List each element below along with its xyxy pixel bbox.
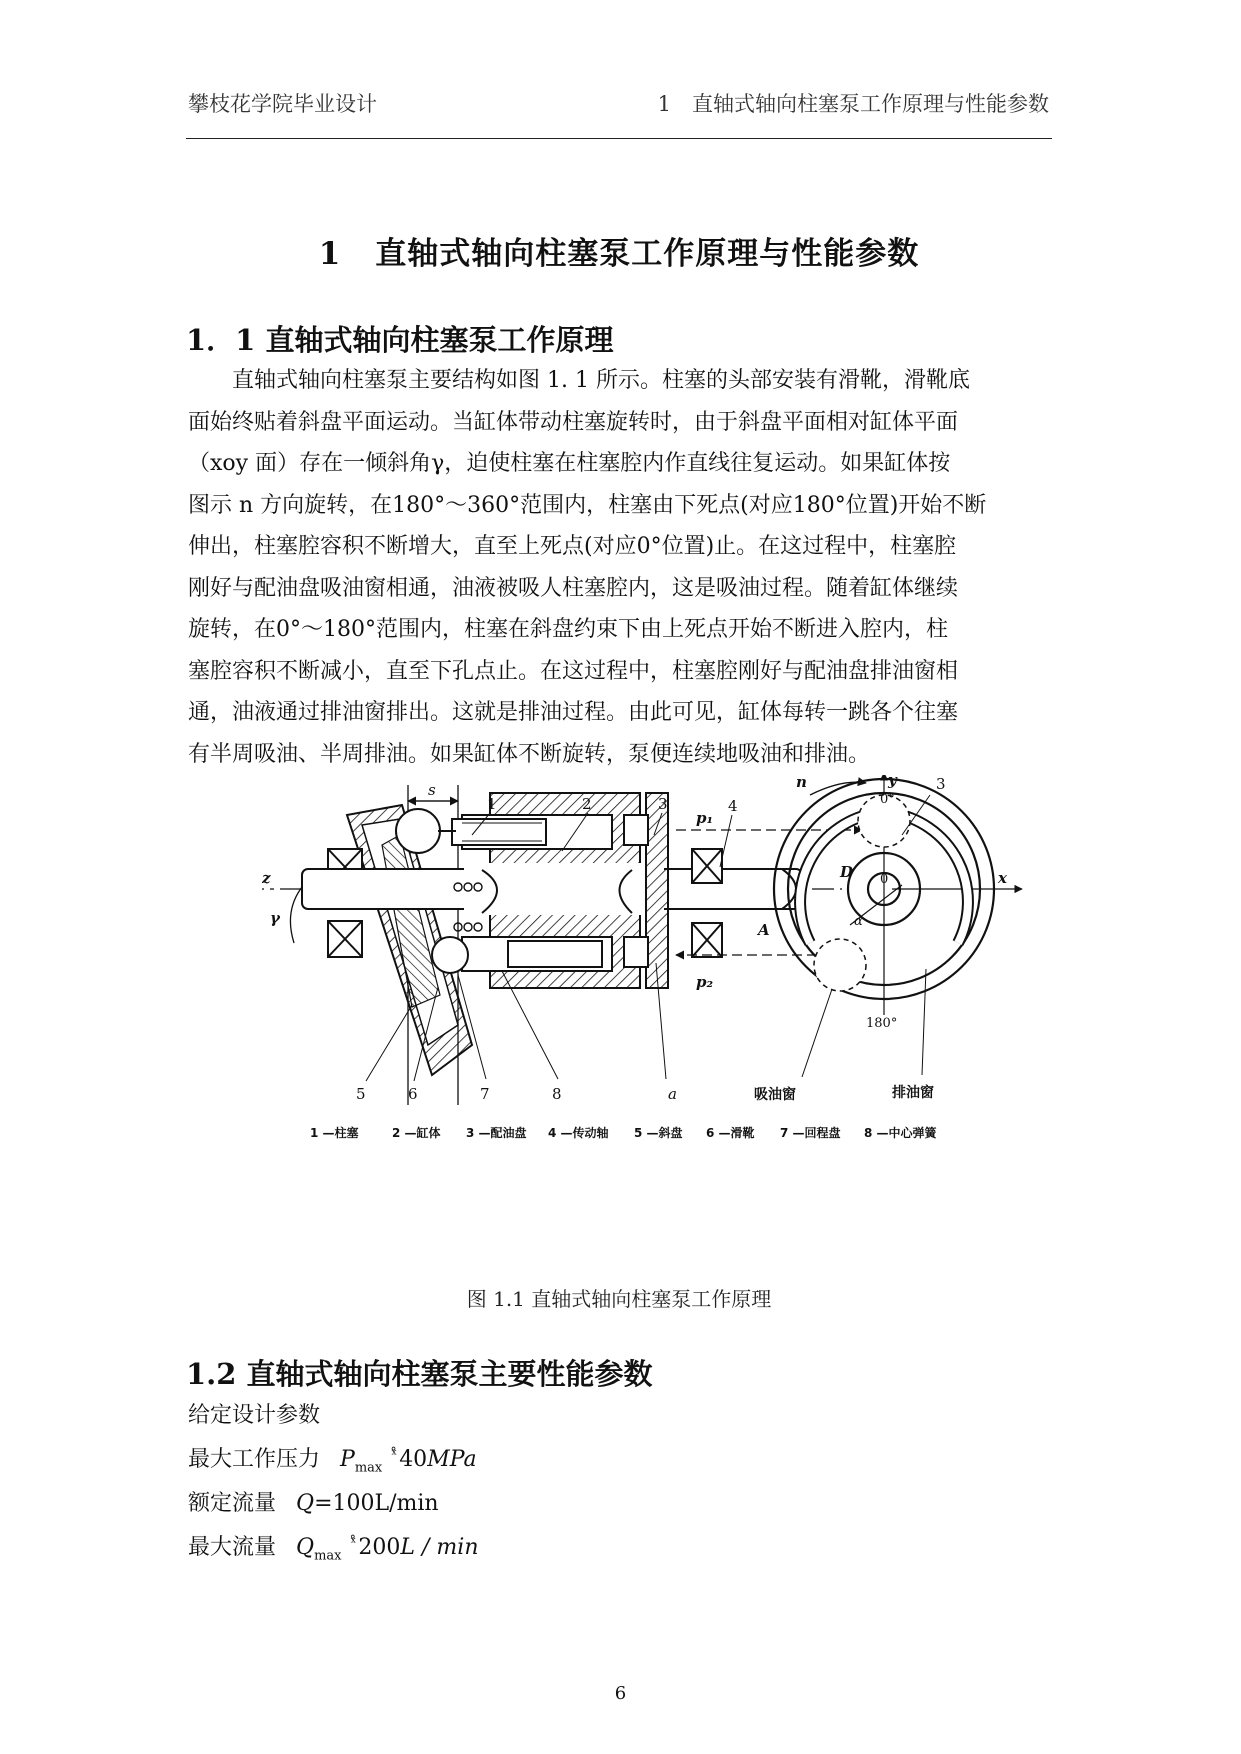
param-intro: 给定设计参数 [188,1403,321,1428]
paragraph-line: 面始终贴着斜盘平面运动。当缸体带动柱塞旋转时，由于斜盘平面相对缸体平面 [188,409,959,435]
param-symbol: Q [296,1535,315,1560]
legend-item: 6 —滑靴 [706,1126,755,1140]
label-a: a [668,1085,677,1103]
figure-caption: 图 1.1 直轴式轴向柱塞泵工作原理 [466,1287,772,1311]
label-7: 7 [480,1085,490,1103]
param-unit: L / min [400,1535,479,1560]
legend-item: 4 —传动轴 [548,1126,609,1140]
param-mark: ˣ̊ [350,1535,357,1551]
legend-item: 8 —中心弹簧 [864,1126,937,1140]
section-1-title: 1．1 直轴式轴向柱塞泵工作原理 [186,323,614,357]
label-x: x [998,869,1007,887]
port-plate-view [774,775,1022,1015]
paragraph-line: 有半周吸油、半周排油。如果缸体不断旋转，泵便连续地吸油和排油。 [188,741,871,767]
label-A: A [758,921,770,939]
label-8: 8 [552,1085,562,1103]
legend-item: 5 —斜盘 [634,1126,683,1140]
paragraph-line: 图示 n 方向旋转，在180°～360°范围内，柱塞由下死点(对应180°位置)开始不断 [188,492,987,518]
label-180deg: 180° [866,1016,898,1031]
paragraph-line: 塞腔容积不断减小，直至下孔点止。在这过程中，柱塞腔刚好与配油盘排油窗相 [188,658,959,684]
running-header-left: 攀枝花学院毕业设计 [188,92,377,116]
chapter-title-text: 直轴式轴向柱塞泵工作原理与性能参数 [375,236,920,272]
param-max-pressure [188,1442,477,1475]
param-subscript: max [314,1548,342,1564]
label-0deg: 0° [880,792,895,807]
param-symbol: Q [296,1491,315,1516]
pump-diagram [262,775,1082,1245]
param-value: 200 [358,1535,401,1560]
chapter-number: 1 [318,236,342,272]
param-symbol: P [340,1447,355,1472]
chapter-title [186,228,1052,273]
paragraph-line: 通，油液通过排油窗排出。这就是排油过程。由此可见，缸体每转一跳各个往塞 [188,700,959,725]
param-label: 最大工作压力 [188,1447,321,1472]
param-value: =100L/min [314,1491,439,1516]
label-D: D [840,863,854,881]
param-label: 额定流量 [188,1491,277,1516]
label-6: 6 [408,1085,418,1103]
label-s: s [428,781,436,799]
label-z: z [262,869,271,887]
pump-cross-section [262,785,862,1105]
label-2: 2 [582,795,592,813]
param-subscript: max [354,1460,383,1476]
label-p2: p₂ [696,973,714,991]
legend-item: 3 —配油盘 [466,1126,527,1140]
param-label: 最大流量 [188,1535,277,1560]
section-1-paragraph [188,360,1052,775]
paragraph-line: 直轴式轴向柱塞泵主要结构如图 1. 1 所示。柱塞的头部安装有滑靴，滑靴底 [232,368,970,393]
legend-item: 7 —回程盘 [780,1126,841,1140]
label-alpha: α [854,914,863,929]
label-1: 1 [487,795,497,813]
paragraph-line: 刚好与配油盘吸油窗相通，油液被吸人柱塞腔内，这是吸油过程。随着缸体继续 [188,575,959,601]
label-y: y [888,775,897,789]
label-n: n [796,775,807,791]
header-rule [186,138,1052,139]
param-mark: ˣ̊ [391,1447,398,1463]
label-5: 5 [356,1085,366,1103]
label-gamma: γ [270,909,280,927]
label-p1: p₁ [696,809,714,827]
paragraph-line: （xoy 面）存在一倾斜角γ，迫使柱塞在柱塞腔内作直线往复运动。如果缸体按 [188,451,951,476]
paragraph-line: 伸出，柱塞腔容积不断增大，直至上死点(对应0°位置)止。在这过程中，柱塞腔 [188,534,957,559]
section-2-title: 1.2 直轴式轴向柱塞泵主要性能参数 [186,1357,653,1391]
legend-item: 2 —缸体 [392,1126,441,1140]
label-3b: 3 [936,775,946,793]
label-origin: 0 [880,872,889,887]
label-4: 4 [728,797,738,815]
paragraph-line: 旋转，在0°～180°范围内，柱塞在斜盘约束下由上死点开始不断进入腔内，柱 [188,617,948,642]
param-max-flow [188,1530,479,1563]
label-discharge-window: 排油窗 [892,1085,934,1101]
label-3: 3 [658,795,668,813]
param-rated-flow [188,1486,439,1517]
page-number: 6 [614,1683,627,1704]
running-header-right: 1 直轴式轴向柱塞泵工作原理与性能参数 [657,92,1049,116]
legend-item: 1 —柱塞 [310,1126,359,1140]
label-suction-window: 吸油窗 [754,1087,796,1103]
param-value: 40 [399,1447,428,1472]
param-unit: MPa [427,1447,477,1472]
